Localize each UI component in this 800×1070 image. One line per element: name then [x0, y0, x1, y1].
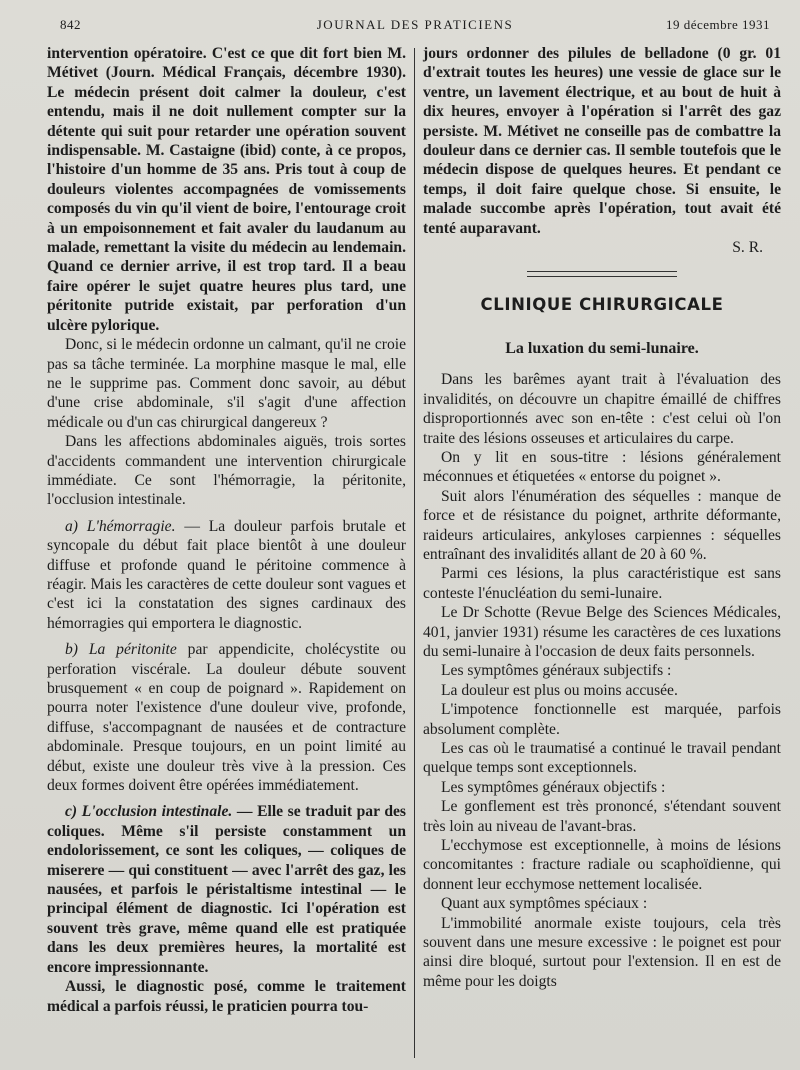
spacer — [47, 510, 406, 517]
author-signature: S. R. — [732, 239, 763, 257]
paragraph — [47, 517, 406, 633]
paragraph: Aussi, le diagnostic posé, comme le traitement médical a parfois réussi, le praticien pourra tou- — [47, 978, 406, 1015]
spacer — [47, 795, 406, 802]
paragraph — [47, 802, 406, 977]
paragraph: Le gonflement est très prononcé, s'étendant souvent très loin au niveau de l'avant-bras. — [423, 798, 781, 835]
page-header — [60, 12, 770, 36]
paragraph: Le Dr Schotte (Revue Belge des Sciences Médicales, 401, janvier 1931) résume les caractères de ces luxations du semi-lunaire à l'occasion de deux faits personnels. — [423, 604, 781, 660]
paragraph-label: c) L'occlusion intestinale. — [65, 803, 233, 821]
section-title: CLINIQUE CHIRURGICALE — [480, 295, 724, 315]
paragraph: Les symptômes généraux objectifs : — [441, 778, 666, 796]
paragraph — [47, 640, 406, 795]
paragraph: jours ordonner des pilules de belladone (0 gr. 01 d'extrait toutes les heures) une vessie de glace sur le ventre, un lavement électrique, et au bout de huit à dix heures, envoyer à l'opération si l'arrêt des gaz persiste. M. Métivet ne conseille pas de combattre la douleur dans ce dernier cas. Il semble toutefois que le médecin dispose de quelques heures. Et pendant ce temps, il doit faire quelque chose. Si ensuite, le malade succombe après l'opération, tout avait été tenté auparavant. — [423, 45, 781, 237]
paragraph: Dans les affections abdominales aiguës, trois sortes d'accidents commandent une intervention chirurgicale immédiate. Ce sont l'hémorragie, la péritonite, l'occlusion intestinale. — [47, 433, 406, 509]
paragraph-label: a) L'hémorragie. — [65, 517, 176, 535]
section-separator — [527, 271, 677, 277]
issue-date: 19 décembre 1931 — [665, 17, 770, 32]
paragraph: intervention opératoire. C'est ce que dit fort bien M. Métivet (Journ. Médical Français, décembre 1930). Le médecin présent doit calmer la douleur, c'est entendu, mais il ne doit nullement compter sur la détente qui suit pour retarder une opération souvent indispensable. M. Castaigne (ibid) conte, à ce propos, l'histoire d'un homme de 35 ans. Pris tout à coup de douleurs violentes accompagnées de vomissements composés du vin qu'il vient de boire, l'entourage croit à un empoisonnement et fait avaler du laudanum au malade, remettant la visite du médecin au lendemain. Quand ce dernier arrive, il est trop tard. Il a beau faire opérer le sujet quatre heures plus tard, une péritonite putride existait, par perforation d'un ulcère pylorique. — [47, 45, 406, 334]
paragraph: La douleur est plus ou moins accusée. — [441, 681, 678, 699]
journal-title: JOURNAL DES PRATICIENS — [316, 17, 514, 32]
paragraph-text: par appendicite, cholécystite ou perforation viscérale. La douleur débute souvent brusquement « en coup de poignard ». Rapidement on pourra noter l'existence d'une douleur vive, profonde, diffuse, s'accompagnant de nausées et de contracture abdominale. Presque toujours, en un point limité au début, existe une douleur très vive à la pression. Ces deux formes doivent être opérées immédiatement. — [47, 641, 406, 795]
paragraph: Donc, si le médecin ordonne un calmant, qu'il ne croie pas sa tâche terminée. La morphine masque le mal, elle ne le supprime pas. Comment donc savoir, au début d'une crise abdominale, s'il s'agit d'une affection médicale ou d'un cas chirurgical dangereux ? — [47, 336, 406, 431]
paragraph: L'impotence fonctionnelle est marquée, parfois absolument complète. — [423, 701, 781, 738]
left-column — [47, 44, 406, 1016]
paragraph: Les cas où le traumatisé a continué le travail pendant quelque temps sont exceptionnels. — [423, 740, 781, 777]
column-divider — [414, 48, 415, 1058]
paragraph: Dans les barêmes ayant trait à l'évaluation des invalidités, on découvre un chapitre émaillé de chiffres disproportionnés avec son en-tête : c'est celui où l'on traite des lésions osseuses et articulaires du carpe. — [423, 371, 781, 447]
paragraph-text: — La douleur parfois brutale et syncopale du début fait place bientôt à une douleur diffuse et profonde quand le péritoine commence à réagir. Mais les caractères de cette douleur sont vagues et c'est ici la constatation des signes cardinaux des hémorragies qui emportera le diagnostic. — [47, 517, 406, 632]
paragraph-label: b) La péritonite — [65, 641, 177, 659]
paragraph: Parmi ces lésions, la plus caractéristique est sans conteste l'énucléation du semi-lunaire. — [423, 565, 781, 602]
paragraph: Quant aux symptômes spéciaux : — [441, 895, 648, 913]
paragraph: Les symptômes généraux subjectifs : — [441, 662, 672, 680]
paragraph: On y lit en sous-titre : lésions généralement méconnues et étiquetées « entorse du poignet ». — [423, 448, 781, 486]
spacer — [47, 633, 406, 640]
paragraph: L'immobilité anormale existe toujours, cela très souvent dans une mesure excessive : le poignet est pour ainsi dire bloqué, surtout pour l'extension. Il en est de même pour les doigts — [423, 914, 781, 990]
paragraph: Suit alors l'énumération des séquelles : manque de force et de résistance du poignet, arthrite déformante, raideurs articulaires, ankyloses carpiennes : séquelles entraînant des invalidités allant de 20 à 60 %. — [423, 487, 781, 563]
article-title: La luxation du semi-lunaire. — [505, 339, 699, 357]
page-number: 842 — [60, 17, 81, 32]
right-column — [423, 44, 781, 991]
paragraph: L'ecchymose est exceptionnelle, à moins de lésions concomitantes : fracture radiale ou scaphoïdienne, qui donnent leur ecchymose nettement localisée. — [423, 837, 781, 893]
paragraph-text: — Elle se traduit par des coliques. Même s'il persiste constamment un endolorissement, ce sont les coliques, — coliques de miserere — qui constituent — avec l'arrêt des gaz, les nausées, et parfois le péristaltisme intestinal — le principal élément de diagnostic. Ici l'opération est souvent très grave, même quand elle est pratiquée dans les deux premières heures, la mortalité est encore impressionnante. — [47, 803, 406, 976]
